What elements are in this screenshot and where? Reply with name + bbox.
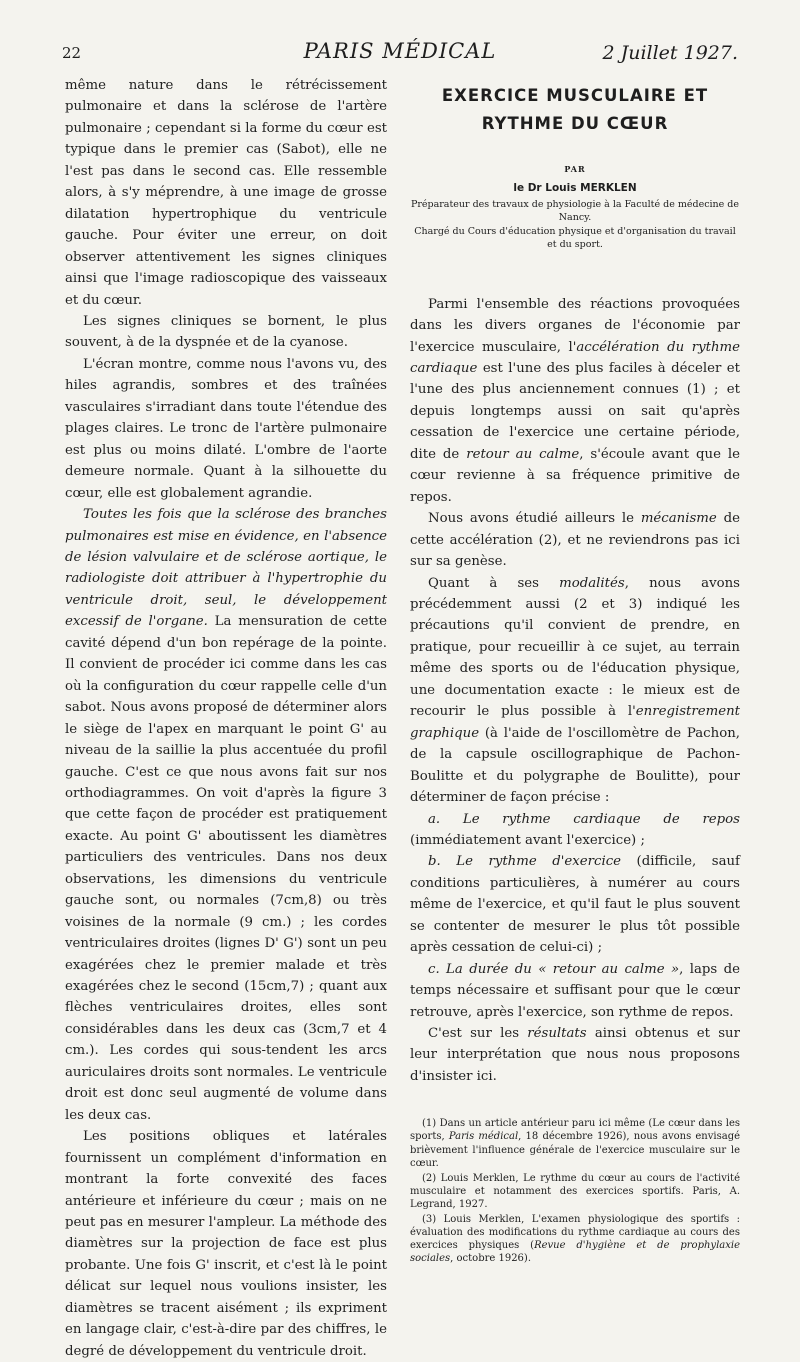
journal-title: PARIS MÉDICAL [303, 39, 497, 63]
list-item: b. Le rythme d'exercice (difficile, sauf conditions particulières, à numérer au cours même de l'exercice, et qu'il faut le plus souvent se contenter de mesurer le plus tôt possible après cessation de celui-ci) ; [410, 854, 740, 956]
paragraph: L'écran montre, comme nous l'avons vu, des hiles agrandis, sombres et des traînées vasculaires s'irradiant dans toute l'étendue des plages claires. Le tronc de l'artère pulmonaire est plus ou moins dilaté. L'ombre de l'aorte demeure normale. Quant à la silhouette du cœur, elle est globalement agrandie. [65, 356, 387, 501]
page-header [0, 0, 800, 70]
author-name: le Dr Louis MERKLEN [513, 182, 637, 194]
paragraph: Les positions obliques et latérales fournissent un complément d'information en montrant la forte convexité des faces antérieure et inférieure du cœur ; mais on ne peut pas en mesurer l'ampleur. La méthode des diamètres sur la projection de face est plus probante. Une fois G' inscrit, et c'est là le point délicat sur lequel nous voulions insister, les diamètres se tracent aisément ; ils expriment en langage clair, c'est-à-dire par des chiffres, le degré de développement du ventricule droit. [65, 1129, 387, 1359]
footnote: (3) Louis Merklen, L'examen physiologique des sportifs : évaluation des modifications du rythme cardiaque au cours des exercices physiques (Revue d'hygiène et de prophylaxie sociales, octobre 1926). [410, 1214, 740, 1265]
paragraph: Nous avons étudié ailleurs le mécanisme de cette accélération (2), et ne reviendrons pas ici sur sa genèse. [410, 511, 741, 570]
paragraph [65, 504, 387, 1126]
list-item: c. La durée du « retour au calme », laps de temps nécessaire et suffisant pour que le cœur retrouve, après l'exercice, son rythme de repos. [410, 961, 740, 1020]
list-item: a. Le rythme cardiaque de repos (immédiatement avant l'exercice) ; [410, 811, 741, 848]
footnotes [410, 1117, 740, 1265]
paragraph: Quant à ses modalités, nous avons précédemment aussi (2 et 3) indiqué les précautions qu'il convient de prendre, en pratique, pour recueillir à ce sujet, au terrain même des sports ou de l'éducation physique, une documentation exacte : le mieux est de recourir le plus possible à l'enregistrement graphique (à l'aide de l'oscillomètre de Pachon, de la capsule oscillographique de Pachon-Boulitte et du polygraphe de Boulitte), pour déterminer de façon précise : [410, 575, 740, 806]
italic-emphasis: Toutes les fois que la sclérose des branches pulmonaires est mise en évidence, en l'absence de lésion valvulaire et de sclérose aortique, le radiologiste doit attribuer à l'hypertrophie du ventricule droit, seul, le développement excessif de l'organe. [65, 507, 387, 630]
spacer [410, 252, 740, 294]
author-affiliation: Préparateur des travaux de physiologie à la Faculté de médecine de Nancy. [410, 199, 740, 224]
footnote: (1) Dans un article antérieur paru ici même (Le cœur dans les sports, Paris médical, 18 décembre 1926), nous avons envisagé brièvement l'influence générale de l'exercice musculaire sur le cœur. [410, 1118, 741, 1169]
left-column [65, 75, 387, 1362]
article-title [410, 82, 740, 138]
title-line: RYTHME DU CŒUR [481, 114, 669, 133]
byline-par: PAR [564, 164, 586, 174]
title-line: EXERCICE MUSCULAIRE ET [441, 86, 709, 105]
issue-date: 2 Juillet 1927. [602, 42, 738, 64]
page-number: 22 [62, 44, 82, 62]
paragraph: C'est sur les résultats ainsi obtenus et sur leur interprétation que nous nous proposons d'insister ici. [410, 1026, 740, 1084]
right-column [410, 75, 740, 1267]
paragraph: Parmi l'ensemble des réactions provoquées dans les divers organes de l'économie par l'exercice musculaire, l'accélération du rythme cardiaque est l'une des plus faciles à déceler et l'une des plus anciennement connues (1) ; et depuis longtemps aussi on sait qu'après cessation de l'exercice une certaine période, dite de retour au calme, s'écoule avant que le cœur revienne à sa fréquence primitive de repos. [410, 296, 740, 505]
author-affiliation: Chargé du Cours d'éducation physique et d'organisation du travail et du sport. [414, 225, 736, 251]
paragraph: même nature dans le rétrécissement pulmonaire et dans la sclérose de l'artère pulmonaire ; cependant si la forme du cœur est typique dans le premier cas (Sabot), elle ne l'est pas dans le second cas. Elle ressemble alors, à s'y méprendre, à une image de grosse dilatation hypertrophique du ventricule gauche. Pour éviter une erreur, on doit observer attentivement les signes cliniques ainsi que l'image radioscopique des vaisseaux et du cœur. [65, 78, 387, 308]
footnote: (2) Louis Merklen, Le rythme du cœur au cours de l'activité musculaire et notamment des exercices sportifs. Paris, A. Legrand, 1927. [410, 1172, 740, 1210]
paragraph: Les signes cliniques se bornent, le plus souvent, à de la dyspnée et de la cyanose. [65, 313, 387, 351]
paragraph-text: La mensuration de cette cavité dépend d'un bon repérage de la pointe. Il convient de procéder ici comme dans les cas où la configuration du cœur rappelle celle d'un sabot. Nous avons proposé de déterminer alors le siège de l'apex en marquant le point G' au niveau de la saillie la plus accentuée du profil gauche. C'est ce que nous avons fait sur nos orthodiagrammes. On voit d'après la figure 3 que cette façon de procéder est pratiquement exacte. Au point G' aboutissent les diamètres particuliers des ventricules. Dans nos deux observations, les dimensions du ventricule gauche sont, ou normales (7cm,8) ou très voisines de la normale (9 cm.) ; les cordes ventriculaires droites (lignes D' G') sont un peu exagérées chez le premier malade et très exagérées chez le second (15cm,7) ; quant aux flèches ventriculaires droites, elles sont considérables dans les deux cas (3cm,7 et 4 cm.). Les cordes qui sous-tendent les arcs auriculaires droits sont normales. Le ventricule droit est donc seul augmenté de volume dans les deux cas. [65, 614, 387, 1123]
